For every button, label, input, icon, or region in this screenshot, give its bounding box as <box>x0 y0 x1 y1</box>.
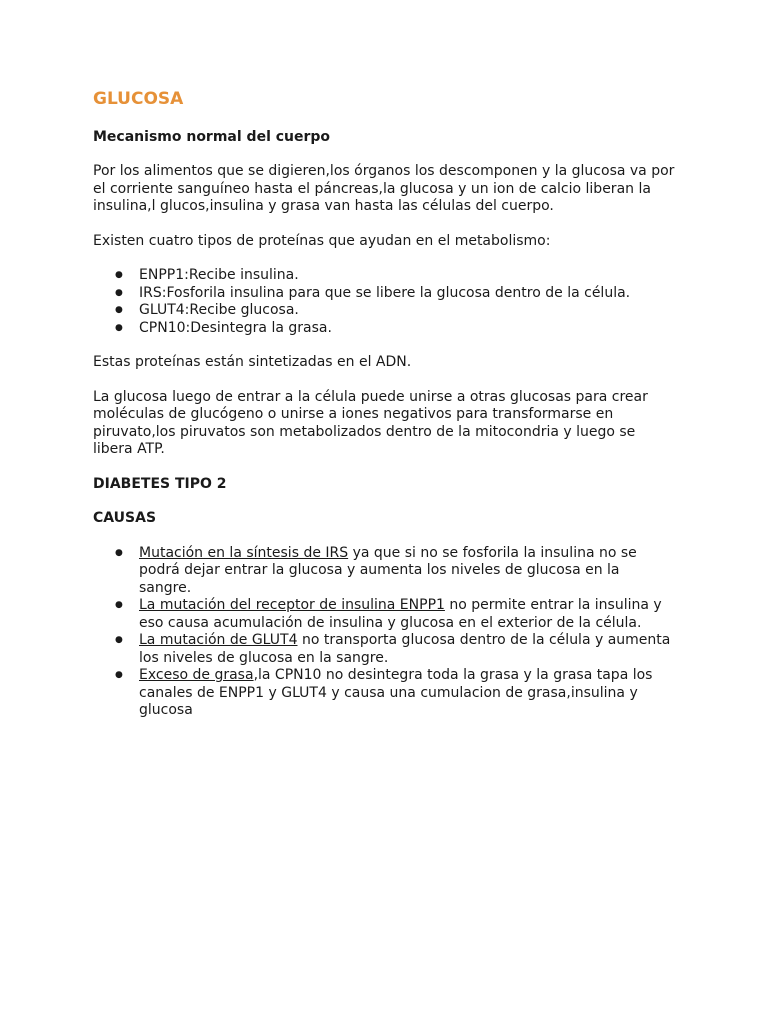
list-item: ● GLUT4:Recibe glucosa. <box>93 302 676 320</box>
list-item: ● CPN10:Desintegra la grasa. <box>93 320 676 338</box>
cause-title: La mutación del receptor de insulina ENPP1 <box>139 597 445 613</box>
causes-list <box>93 545 676 720</box>
proteins-list <box>93 267 676 337</box>
cause-text: no transporta glucosa dentro de la célula y aumenta los niveles de glucosa en la sangre. <box>139 632 671 666</box>
section-subtitle: Mecanismo normal del cuerpo <box>93 129 331 145</box>
cause-title: La mutación de GLUT4 <box>139 632 298 648</box>
list-item: ● IRS:Fosforila insulina para que se libere la glucosa dentro de la célula. <box>93 285 676 303</box>
paragraph-proteins-intro: Existen cuatro tipos de proteínas que ayudan en el metabolismo: <box>93 232 551 249</box>
paragraph-glucose-path: La glucosa luego de entrar a la célula puede unirse a otras glucosas para crear moléculas de glucógeno o unirse a iones negativos para transformarse en piruvato,los piruvatos son metabolizados dentro de la mitocondria y luego se libera ATP. <box>93 388 648 457</box>
list-item <box>93 632 676 667</box>
heading-diabetes: DIABETES TIPO 2 <box>93 475 227 492</box>
cause-text: ya que si no se fosforila la insulina no se podrá dejar entrar la glucosa y aumenta los niveles de glucosa en la sangre. <box>139 544 637 596</box>
list-item <box>93 545 676 598</box>
page-title: GLUCOSA <box>93 89 184 109</box>
list-item <box>93 597 676 632</box>
paragraph-mechanism: Por los alimentos que se digieren,los órganos los descomponen y la glucosa va por el corriente sanguíneo hasta el páncreas,la glucosa y un ion de calcio liberan la insulina,l glucos,insulina y grasa van hasta las células del cuerpo. <box>93 163 675 214</box>
list-item: ● ENPP1:Recibe insulina. <box>93 267 676 285</box>
paragraph-adn: Estas proteínas están sintetizadas en el ADN. <box>93 354 412 370</box>
cause-text: no permite entrar la insulina y eso causa acumulación de insulina y glucosa en el exterior de la célula. <box>139 597 662 631</box>
cause-title: Exceso de grasa <box>139 667 254 683</box>
cause-title: Mutación en la síntesis de IRS <box>139 544 349 561</box>
cause-text: ,la CPN10 no desintegra toda la grasa y la grasa tapa los canales de ENPP1 y GLUT4 y causa una cumulacion de grasa,insulina y glucosa <box>139 667 653 718</box>
list-item <box>93 667 676 720</box>
heading-causas: CAUSAS <box>93 510 157 526</box>
